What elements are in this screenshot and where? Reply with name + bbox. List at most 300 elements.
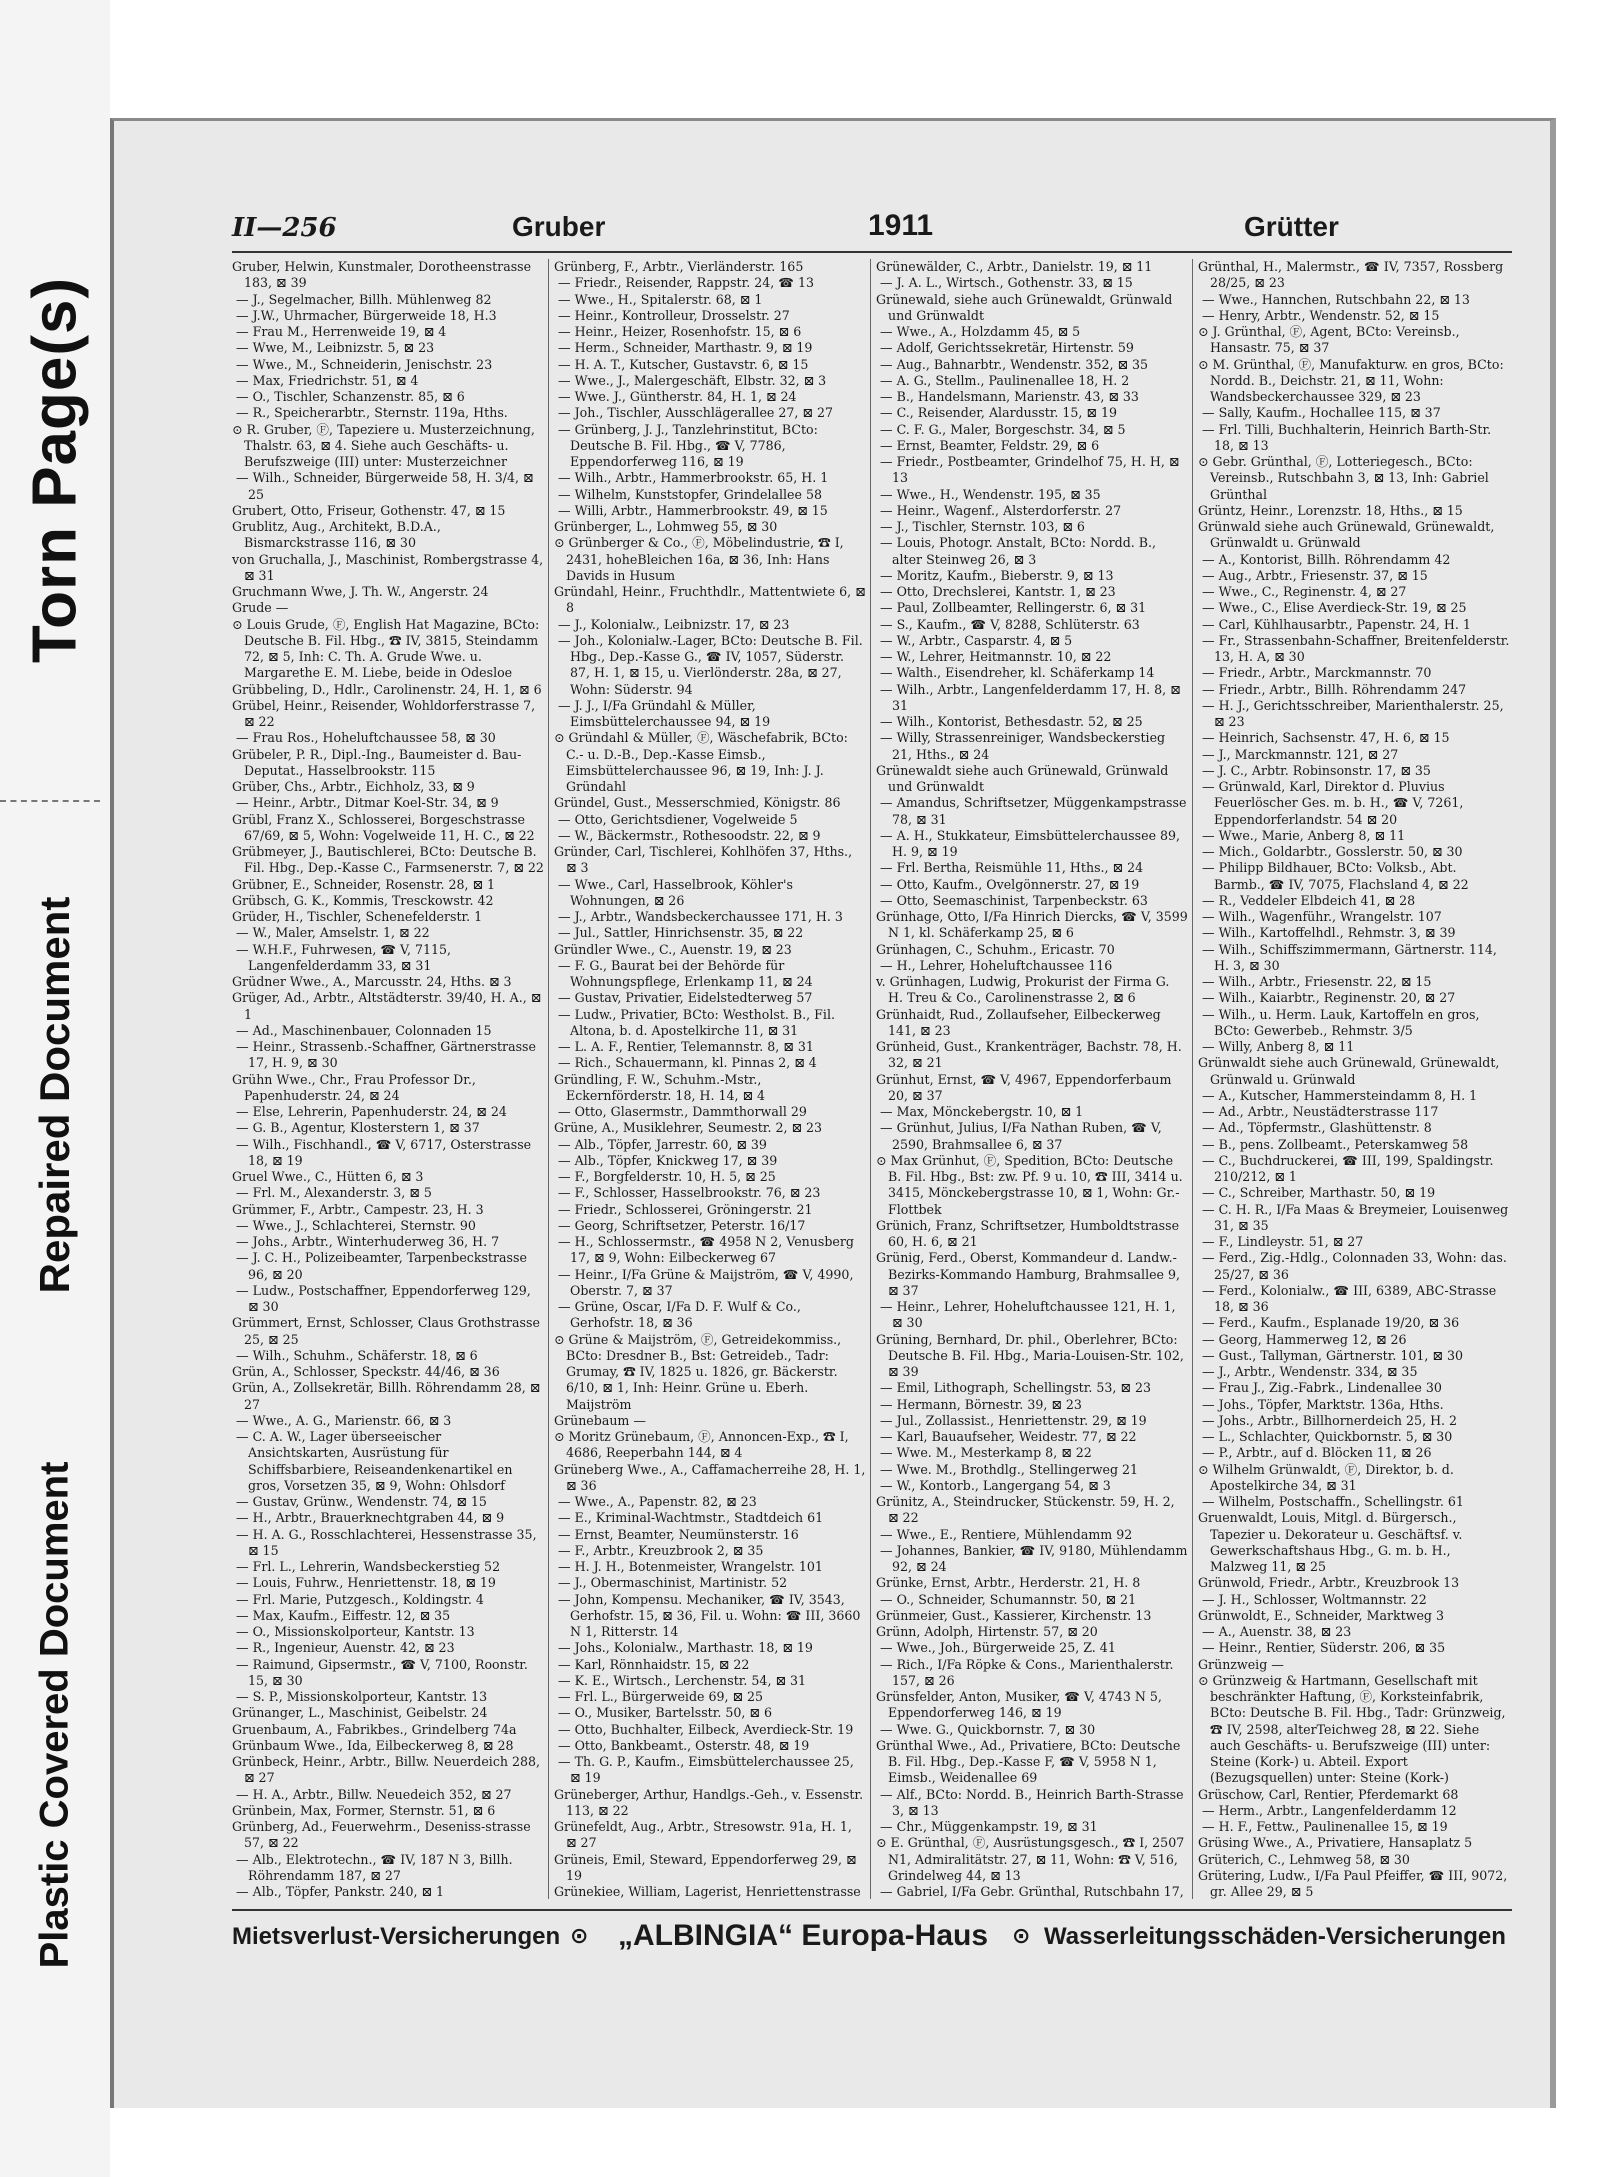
directory-entry: — Wwe. J., Güntherstr. 84, H. 1, ⊠ 24 <box>558 389 797 404</box>
directory-entry: ⊙ Moritz Grünebaum, Ⓕ, Annoncen-Exp., ☎ I, 4686, Reeperbahn 144, ⊠ 4 <box>554 1429 849 1461</box>
directory-entry: — Herm., Schneider, Marthastr. 9, ⊠ 19 <box>558 340 813 356</box>
directory-entry: — Wilh., Fischhandl., ☎ V, 6717, Osterstrasse 18, ⊠ 19 <box>236 1136 532 1168</box>
directory-entry: — Grünberg, J. J., Tanzlehrinstitut, BCto: Deutsche B. Fil. Hbg., ☎ V, 7786, Eppendorferweg 116, ⊠ 19 <box>558 421 818 469</box>
directory-entry: — Wilh., Schuhm., Schäferstr. 18, ⊠ 6 <box>236 1347 478 1363</box>
directory-entry: Grünke, Ernst, Arbtr., Herderstr. 21, H. 8 <box>876 1575 1141 1591</box>
directory-entry: — W.H.F., Fuhrwesen, ☎ V, 7115, Langenfelderdamm 33, ⊠ 31 <box>236 941 452 973</box>
directory-entry: — Ad., Töpfermstr., Glashüttenstr. 8 <box>1202 1120 1432 1136</box>
directory-entry: ⊙ Gründahl & Müller, Ⓕ, Wäschefabrik, BCto: C.- u. D.-B., Dep.-Kasse Eimsb., Eimsbüttelerchaussee 96, ⊠ 19, Inh: J. J. Gründahl <box>554 730 848 794</box>
directory-entry: — Max, Friedrichstr. 51, ⊠ 4 <box>236 372 419 388</box>
directory-entry: — Max, Mönckebergstr. 10, ⊠ 1 <box>880 1104 1084 1119</box>
directory-entry: — Th. G. P., Kaufm., Eimsbüttelerchaussee 25, ⊠ 19 <box>558 1754 854 1786</box>
directory-entry: Grünzweig — <box>1198 1656 1284 1672</box>
directory-entry: — Carl, Kühlhausarbtr., Papenstr. 24, H. 1 <box>1202 616 1471 632</box>
directory-entry: — J. J., I/Fa Gründahl & Müller, Eimsbüttelerchaussee 94, ⊠ 19 <box>558 697 771 729</box>
directory-entry: — Louis, Fuhrw., Henriettenstr. 18, ⊠ 19 <box>236 1575 496 1591</box>
footer-bullet: ⊙ <box>1012 1923 1031 1948</box>
directory-entry: — Johs., Töpfer, Marktstr. 136a, Hths. <box>1202 1396 1444 1412</box>
directory-entry: — J. C. H., Polizeibeamter, Tarpenbeckstrasse 96, ⊠ 20 <box>236 1250 527 1282</box>
directory-entry: Grübl, Franz X., Schlosserei, Borgeschstrasse 67/69, ⊠ 5, Wohn: Vogelweide 11, H. C., ⊠ 22 <box>232 811 535 843</box>
year-heading: 1911 <box>868 209 934 242</box>
directory-entry: Grünwold, Friedr., Arbtr., Kreuzbrook 13 <box>1198 1575 1460 1591</box>
directory-entry: Grümmer, F., Arbtr., Campestr. 23, H. 3 <box>232 1201 484 1217</box>
directory-entry: — Gust., Tallyman, Gärtnerstr. 101, ⊠ 30 <box>1202 1347 1463 1363</box>
directory-entry: — R., Ingenieur, Auenstr. 42, ⊠ 23 <box>236 1640 455 1656</box>
directory-entry: — Philipp Bildhauer, BCto: Volksb., Abt. Barmb., ☎ IV, 7075, Flachsland 4, ⊠ 22 <box>1202 860 1469 892</box>
directory-entry: Gründahl, Heinr., Fruchthdlr., Mattentwiete 6, ⊠ 8 <box>554 584 866 616</box>
directory-entry: Grübner, E., Schneider, Rosenstr. 28, ⊠ 1 <box>232 876 496 892</box>
directory-entry: ⊙ Louis Grude, Ⓕ, English Hat Magazine, BCto: Deutsche B. Fil. Hbg., ☎ IV, 3815, Steindamm 72, ⊠ 5, Inh: C. Th. A. Grude Wwe. u. Margarethe E. M. Liebe, beide in Odesloe <box>232 616 540 681</box>
directory-entry: — Fr., Strassenbahn-Schaffner, Breitenfelderstr. 13, H. A, ⊠ 30 <box>1202 632 1510 664</box>
directory-entry: — J.W., Uhrmacher, Bürgerweide 18, H.3 <box>236 307 497 323</box>
footer-middle-ad: „ALBINGIA“ Europa-Haus <box>618 1919 989 1952</box>
directory-entry: — O., Musiker, Bartelsstr. 50, ⊠ 6 <box>558 1705 772 1721</box>
directory-entry: Grünhut, Ernst, ☎ V, 4967, Eppendorferbaum 20, ⊠ 37 <box>876 1071 1172 1103</box>
directory-entry: — Frl. Marie, Putzgesch., Koldingstr. 4 <box>236 1591 484 1607</box>
directory-entry: — Karl, Bauaufseher, Weidestr. 77, ⊠ 22 <box>880 1429 1137 1444</box>
directory-entry: — Alb., Elektrotechn., ☎ IV, 187 N 3, Billh. Röhrendamm 187, ⊠ 27 <box>236 1851 513 1883</box>
directory-entry: — Gustav, Privatier, Eidelstedterweg 57 <box>558 990 813 1006</box>
directory-entry: — F. G., Baurat bei der Behörde für Wohnungspflege, Erlenkamp 11, ⊠ 24 <box>558 957 813 989</box>
directory-entry: — J., Segelmacher, Billh. Mühlenweg 82 <box>236 291 492 307</box>
directory-entry: Grünefeldt, Aug., Arbtr., Stresowstr. 91a, H. 1, ⊠ 27 <box>554 1819 852 1851</box>
directory-entry: — Walth., Eisendreher, kl. Schäferkamp 14 <box>880 665 1155 681</box>
directory-entry: — W., Maler, Amselstr. 1, ⊠ 22 <box>236 925 430 941</box>
directory-entry: — Heinr., Rentier, Süderstr. 206, ⊠ 35 <box>1202 1640 1446 1656</box>
directory-entry: Grüntz, Heinr., Lorenzstr. 18, Hths., ⊠ 15 <box>1198 502 1463 518</box>
directory-entry: — Ludw., Privatier, BCto: Westholst. B., Fil. Altona, b. d. Apostelkirche 11, ⊠ 31 <box>558 1006 835 1038</box>
scanned-page <box>110 118 1556 2108</box>
directory-entry: — Ad., Arbtr., Neustädterstrasse 117 <box>1202 1104 1439 1119</box>
directory-entry: — H. F., Fettw., Paulinenallee 15, ⊠ 19 <box>1202 1819 1448 1834</box>
directory-entry: — Jul., Sattler, Hinrichsenstr. 35, ⊠ 22 <box>558 925 804 941</box>
directory-entry: Grünbein, Max, Former, Sternstr. 51, ⊠ 6 <box>232 1802 496 1818</box>
directory-entry: — Otto, Kaufm., Ovelgönnerstr. 27, ⊠ 19 <box>880 876 1140 892</box>
directory-entry: Grünekiee, William, Lagerist, Henriettenstrasse <box>554 1884 861 1899</box>
directory-entry: Grüterich, C., Lehmweg 58, ⊠ 30 <box>1198 1851 1410 1867</box>
directory-entry: — Wwe., J., Malergeschäft, Elbstr. 32, ⊠ 3 <box>558 372 827 388</box>
directory-entry: — F., Lindleystr. 51, ⊠ 27 <box>1202 1234 1364 1249</box>
directory-entry: Grüneberg Wwe., A., Caffamacherreihe 28, H. 1, ⊠ 36 <box>554 1461 866 1493</box>
directory-entry: Grümmert, Ernst, Schlosser, Claus Grothstrasse 25, ⊠ 25 <box>232 1315 540 1347</box>
directory-entry: — Adolf, Gerichtssekretär, Hirtenstr. 59 <box>880 340 1134 356</box>
directory-entry: — Chr., Müggenkampstr. 19, ⊠ 31 <box>880 1819 1098 1834</box>
directory-entry: Grünberger, L., Lohmweg 55, ⊠ 30 <box>554 519 778 534</box>
directory-entry: — Frl. Tilli, Buchhalterin, Heinrich Barth-Str. 18, ⊠ 13 <box>1202 421 1492 453</box>
directory-entry: — Frl. L., Bürgerweide 69, ⊠ 25 <box>558 1689 764 1704</box>
directory-entry: — H. J. H., Botenmeister, Wrangelstr. 101 <box>558 1559 823 1574</box>
directory-entry: ⊙ Wilhelm Grünwaldt, Ⓕ, Direktor, b. d. Apostelkirche 34, ⊠ 31 <box>1198 1461 1454 1493</box>
directory-entry: — Gabriel, I/Fa Gebr. Grünthal, Rutschbahn 17, <box>880 1884 1184 1899</box>
directory-entry: Grüdner Wwe., A., Marcusstr. 24, Hths. ⊠ 3 <box>232 974 512 989</box>
torn-pages-label: Torn Page(s) <box>20 276 90 664</box>
directory-entry: Gründel, Gust., Messerschmied, Königstr. 86 <box>554 795 841 811</box>
directory-entry: — Joh., Kolonialw.-Lager, BCto: Deutsche B. Fil. Hbg., Dep.-Kasse G., ☎ IV, 1057, Süderstr. 87, H. 1, ⊠ 15, u. Vierlönderstr. 28a, ⊠ 27, Wohn: Süderstr. 94 <box>558 632 863 697</box>
directory-entry: — Wwe. M., Mesterkamp 8, ⊠ 22 <box>880 1445 1092 1461</box>
directory-entry: — Georg, Schriftsetzer, Peterstr. 16/17 <box>558 1217 806 1233</box>
directory-entry: ⊙ M. Grünthal, Ⓕ, Manufakturw. en gros, BCto: Nordd. B., Deichstr. 21, ⊠ 11, Wohn: Wandsbeckerchaussee 329, ⊠ 23 <box>1198 356 1504 404</box>
directory-entry: — C., Reisender, Alardusstr. 15, ⊠ 19 <box>880 405 1118 421</box>
plastic-covered-label: Plastic Covered Document <box>32 1461 77 1969</box>
dashed-divider <box>0 800 100 802</box>
directory-entry: Grünitz, A., Steindrucker, Stückenstr. 59, H. 2, ⊠ 22 <box>876 1494 1175 1526</box>
directory-entry: — Wwe., J., Schlachterei, Sternstr. 90 <box>236 1217 476 1233</box>
directory-entry: — Grünhut, Julius, I/Fa Nathan Ruben, ☎ V, 2590, Brahmsallee 6, ⊠ 37 <box>880 1120 1162 1152</box>
directory-entry: ⊙ Gebr. Grünthal, Ⓕ, Lotteriegesch., BCto: Vereinsb., Rutschbahn 3, ⊠ 13, Inh: Gabriel Grünthal <box>1198 454 1489 502</box>
directory-entry: Gruber, Helwin, Kunstmaler, Dorotheenstrasse 183, ⊠ 39 <box>232 259 532 291</box>
directory-entry: — O., Tischler, Schanzenstr. 85, ⊠ 6 <box>236 389 465 404</box>
repaired-document-label: Repaired Document <box>31 896 78 1294</box>
directory-entry: Grübeler, P. R., Dipl.-Ing., Baumeister d. Bau-Deputat., Hasselbrookstr. 115 <box>232 746 522 778</box>
directory-entry: — H. A. G., Rosschlachterei, Hessenstrasse 35, ⊠ 15 <box>236 1526 537 1558</box>
directory-entry: — Wwe., A. G., Marienstr. 66, ⊠ 3 <box>236 1412 452 1428</box>
directory-entry: — J. A. L., Wirtsch., Gothenstr. 33, ⊠ 15 <box>880 275 1133 291</box>
directory-entry: — J., Kolonialw., Leibnizstr. 17, ⊠ 23 <box>558 616 790 632</box>
directory-entry: — Friedr., Reisender, Rappstr. 24, ☎ 13 <box>558 275 815 291</box>
directory-entry: von Gruchalla, J., Maschinist, Rombergstrasse 4, ⊠ 31 <box>232 551 544 583</box>
directory-entry: Grude — <box>232 600 289 616</box>
directory-entry: — Wilh., Arbtr., Hammerbrookstr. 65, H. 1 <box>558 470 829 486</box>
directory-entry: — Alb., Töpfer, Pankstr. 240, ⊠ 1 <box>236 1884 445 1899</box>
directory-entry: Grünberg, Ad., Feuerwehrm., Deseniss-strasse 57, ⊠ 22 <box>232 1819 531 1851</box>
directory-entry: — W., Bäckermstr., Rothesoodstr. 22, ⊠ 9 <box>558 827 821 843</box>
directory-entry: — Alb., Töpfer, Jarrestr. 60, ⊠ 39 <box>558 1136 767 1152</box>
directory-entry: — Wwe., C., Reginenstr. 4, ⊠ 27 <box>1202 584 1407 599</box>
directory-entry: ⊙ Grünzweig & Hartmann, Gesellschaft mit beschränkter Haftung, Ⓕ, Korksteinfabrik, BCto: Deutsche B. Fil. Hbg., Tadr: Grünzweig, ☎ IV, 2598, alterTeichweg 28, ⊠ 22. Siehe auch Geschäfts- u. Berufszweige (III) unter: Steine (Kork-) u. Abteil. Export (Bezugsquellen) unter: Steine (Kork-) <box>1198 1672 1506 1786</box>
directory-entry: ⊙ E. Grünthal, Ⓕ, Ausrüstungsgesch., ☎ I, 2507 N1, Admiralitätstr. 27, ⊠ 11, Wohn: ☎ V, 516, Grindelweg 44, ⊠ 13 <box>876 1835 1185 1883</box>
directory-entry: — Wilh., Wagenführ., Wrangelstr. 107 <box>1202 909 1442 924</box>
directory-entry: — Grünwald, Karl, Direktor d. Pluvius Feuerlöscher Ges. m. b. H., ☎ V, 7261, Eppendorferlandstr. 54 ⊠ 20 <box>1202 779 1464 827</box>
directory-entry: Grünewälder, C., Arbtr., Danielstr. 19, ⊠ 11 <box>876 259 1153 274</box>
last-entry-heading: Grütter <box>1244 211 1339 242</box>
directory-entry: — Wilh., Kartoffelhdl., Rehmstr. 3, ⊠ 39 <box>1202 925 1456 941</box>
directory-entry: — B., Handelsmann, Marienstr. 43, ⊠ 33 <box>880 389 1139 404</box>
directory-entry: v. Grünhagen, Ludwig, Prokurist der Firma G. H. Treu & Co., Carolinenstrasse 2, ⊠ 6 <box>876 974 1170 1006</box>
directory-entry: Grünwoldt, E., Schneider, Marktweg 3 <box>1198 1607 1444 1623</box>
directory-entry: — Alb., Töpfer, Knickweg 17, ⊠ 39 <box>558 1152 778 1168</box>
directory-entry: — J., Arbtr., Wandsbeckerchaussee 171, H. 3 <box>558 909 843 924</box>
directory-entry: — Willy, Strassenreiniger, Wandsbeckerstieg 21, Hths., ⊠ 24 <box>880 730 1166 762</box>
directory-entry: — Otto, Drechslerei, Kantstr. 1, ⊠ 23 <box>880 584 1116 599</box>
directory-entry: — Karl, Rönnhaidstr. 15, ⊠ 22 <box>558 1656 750 1672</box>
directory-entry: Gruchmann Wwe, J. Th. W., Angerstr. 24 <box>232 584 489 599</box>
running-header <box>232 203 1512 249</box>
directory-entry: — Wwe., Carl, Hasselbrook, Köhler's Wohnungen, ⊠ 26 <box>558 876 793 908</box>
directory-entry: — Joh., Tischler, Ausschlägerallee 27, ⊠ 27 <box>558 405 833 421</box>
directory-entry: — S. P., Missionskolporteur, Kantstr. 13 <box>236 1689 488 1704</box>
directory-entry: — H., Lehrer, Hoheluftchaussee 116 <box>880 957 1113 973</box>
directory-entry: — Ferd., Kolonialw., ☎ III, 6389, ABC-Strasse 18, ⊠ 36 <box>1202 1282 1497 1314</box>
directory-entry: Grünebaum — <box>554 1412 646 1428</box>
directory-entry: Grünberg, F., Arbtr., Vierländerstr. 165 <box>554 259 804 274</box>
directory-entry: — Max, Kaufm., Eiffestr. 12, ⊠ 35 <box>236 1607 451 1623</box>
directory-entry: — Wilh., Arbtr., Langenfelderdamm 17, H. 8, ⊠ 31 <box>880 681 1181 713</box>
directory-entry: — W., Kontorb., Langergang 54, ⊠ 3 <box>880 1477 1111 1493</box>
side-label-strip <box>0 0 110 2177</box>
directory-entry: — Otto, Gerichtsdiener, Vogelweide 5 <box>558 811 798 827</box>
directory-entry: Grünich, Franz, Schriftsetzer, Humboldtstrasse 60, H. 6, ⊠ 21 <box>876 1217 1180 1249</box>
directory-entry: — J. C., Arbtr. Robinsonstr. 17, ⊠ 35 <box>1202 762 1431 778</box>
directory-entry: Grünwald siehe auch Grünewald, Grünewaldt, Grünwaldt u. Grünwald <box>1198 519 1495 551</box>
directory-entry: Grünwaldt siehe auch Grünewald, Grünewaldt, Grünwald u. Grünwald <box>1198 1055 1500 1087</box>
directory-entry: — O., Schneider, Schumannstr. 50, ⊠ 21 <box>880 1591 1137 1607</box>
column-3 <box>876 259 1188 1899</box>
directory-entry: — Herm., Arbtr., Langenfelderdamm 12 <box>1202 1802 1457 1818</box>
directory-entry: — Ernst, Beamter, Feldstr. 29, ⊠ 6 <box>880 437 1100 453</box>
directory-entry: — A. G., Stellm., Paulinenallee 18, H. 2 <box>880 372 1130 388</box>
directory-entry: — Emil, Lithograph, Schellingstr. 53, ⊠ 23 <box>880 1380 1151 1396</box>
directory-entry: Grübmeyer, J., Bautischlerei, BCto: Deutsche B. Fil. Hbg., Dep.-Kasse C., Farmsenerstr. 7, ⊠ 22 <box>232 844 544 876</box>
directory-entry: — Heinr., I/Fa Grüne & Maijström, ☎ V, 4990, Oberstr. 7, ⊠ 37 <box>558 1266 854 1298</box>
directory-entry: Grüschow, Carl, Rentier, Pferdemarkt 68 <box>1198 1786 1459 1802</box>
directory-entry: — Gustav, Grünw., Wendenstr. 74, ⊠ 15 <box>236 1494 487 1509</box>
footer-left-ad: Mietsverlust-Versicherungen <box>232 1923 561 1950</box>
directory-entry: — Wwe., A., Papenstr. 82, ⊠ 23 <box>558 1494 757 1509</box>
column-divider <box>870 259 871 1899</box>
directory-entry: Grünhagen, C., Schuhm., Ericastr. 70 <box>876 941 1115 957</box>
directory-entry: Grüneis, Emil, Steward, Eppendorferweg 29, ⊠ 19 <box>554 1851 857 1883</box>
directory-entry: — Wwe. M., Brothdlg., Stellingerweg 21 <box>880 1461 1139 1477</box>
directory-entry: Grüning, Bernhard, Dr. phil., Oberlehrer, BCto: Deutsche B. Fil. Hbg., Maria-Louisen-Str. 102, ⊠ 39 <box>876 1331 1184 1379</box>
page-number: II—256 <box>232 213 337 243</box>
directory-entry: — E., Kriminal-Wachtmstr., Stadtdeich 61 <box>558 1510 824 1526</box>
directory-entry: Grüger, Ad., Arbtr., Altstädterstr. 39/40, H. A., ⊠ 1 <box>232 990 542 1022</box>
directory-entry: — Heinr., Arbtr., Ditmar Koel-Str. 34, ⊠ 9 <box>236 795 499 811</box>
directory-entry: — Wwe., C., Elise Averdieck-Str. 19, ⊠ 25 <box>1202 600 1467 616</box>
directory-entry: — Johannes, Bankier, ☎ IV, 9180, Mühlendamm 92, ⊠ 24 <box>880 1542 1188 1574</box>
directory-entry: ⊙ R. Gruber, Ⓕ, Tapeziere u. Musterzeichnung, Thalstr. 63, ⊠ 4. Siehe auch Geschäfts- u. Berufszweige (III) unter: Musterzeichner <box>232 421 535 469</box>
directory-entry: — Ferd., Zig.-Hdlg., Colonnaden 33, Wohn: das. 25/27, ⊠ 36 <box>1202 1250 1507 1282</box>
directory-entry: Grublitz, Aug., Architekt, B.D.A., Bismarckstrasse 116, ⊠ 30 <box>232 519 441 551</box>
directory-entry: — Otto, Seemaschinist, Tarpenbeckstr. 63 <box>880 892 1148 908</box>
directory-entry: — John, Kompensu. Mechaniker, ☎ IV, 3543, Gerhofstr. 15, ⊠ 36, Fil. u. Wohn: ☎ III, 3660 N 1, Ritterstr. 14 <box>558 1591 861 1639</box>
directory-entry: — Frl. M., Alexanderstr. 3, ⊠ 5 <box>236 1185 432 1201</box>
directory-entry: — Heinr., Lehrer, Hoheluftchaussee 121, H. 1, ⊠ 30 <box>880 1299 1176 1331</box>
directory-entry: — F., Borgfelderstr. 10, H. 5, ⊠ 25 <box>558 1169 776 1184</box>
directory-entry: — P., Arbtr., auf d. Blöcken 11, ⊠ 26 <box>1202 1445 1432 1461</box>
directory-entry: Grübsch, G. K., Kommis, Tresckowstr. 42 <box>232 892 494 908</box>
directory-entry: — Mich., Goldarbtr., Gosslerstr. 50, ⊠ 30 <box>1202 844 1463 859</box>
directory-entry: — Friedr., Schlosserei, Gröningerstr. 21 <box>558 1201 813 1217</box>
column-divider <box>548 259 549 1899</box>
directory-entry: — Friedr., Arbtr., Marckmannstr. 70 <box>1202 665 1432 681</box>
directory-entry: Grün, A., Zollsekretär, Billh. Röhrendamm 28, ⊠ 27 <box>232 1380 541 1412</box>
directory-entry: Grünheid, Gust., Krankenträger, Bachstr. 78, H. 32, ⊠ 21 <box>876 1039 1182 1071</box>
directory-entry: — Aug., Arbtr., Friesenstr. 37, ⊠ 15 <box>1202 567 1428 583</box>
directory-entry: — Willi, Arbtr., Hammerbrookstr. 49, ⊠ 15 <box>558 502 828 518</box>
directory-entry: — R., Veddeler Elbdeich 41, ⊠ 28 <box>1202 892 1416 908</box>
directory-entry: — Jul., Zollassist., Henriettenstr. 29, ⊠ 19 <box>880 1412 1147 1428</box>
directory-entry: — F., Arbtr., Kreuzbrook 2, ⊠ 35 <box>558 1542 764 1558</box>
directory-entry: — C. H. R., I/Fa Maas & Breymeier, Louisenweg 31, ⊠ 35 <box>1202 1201 1509 1233</box>
directory-entry: Gründer, Carl, Tischlerei, Kohlhöfen 37, Hths., ⊠ 3 <box>554 844 853 876</box>
directory-entry: Grüsing Wwe., A., Privatiere, Hansaplatz 5 <box>1198 1835 1473 1851</box>
directory-entry: ⊙ Grüne & Maijström, Ⓕ, Getreidekommiss., BCto: Dresdner B., Bst: Getreideb., Tadr: Grumay, ☎ IV, 1825 u. 1826, gr. Bäckerstr. 6/10, ⊠ 1, Inh: Heinr. Grüne u. Eberh. Maijström <box>554 1331 842 1412</box>
directory-entry: — Wwe., H., Spitalerstr. 68, ⊠ 1 <box>558 291 763 307</box>
directory-entry: — Aug., Bahnarbtr., Wendenstr. 352, ⊠ 35 <box>880 356 1149 372</box>
directory-entry: — Georg, Hammerweg 12, ⊠ 26 <box>1202 1331 1407 1347</box>
directory-entry: Gründling, F. W., Schuhm.-Mstr., Eckernförderstr. 18, H. 14, ⊠ 4 <box>554 1071 766 1103</box>
directory-entry: — Ferd., Kaufm., Esplanade 19/20, ⊠ 36 <box>1202 1315 1460 1331</box>
directory-entry: — C., Schreiber, Marthastr. 50, ⊠ 19 <box>1202 1185 1436 1201</box>
directory-entry: — Ad., Maschinenbauer, Colonnaden 15 <box>236 1022 492 1038</box>
directory-entry: — Wilhelm, Postschaffn., Schellingstr. 61 <box>1202 1494 1464 1509</box>
directory-entry: Gründler Wwe., C., Auenstr. 19, ⊠ 23 <box>554 941 792 957</box>
directory-entry: ⊙ J. Grünthal, Ⓕ, Agent, BCto: Vereinsb., Hansastr. 75, ⊠ 37 <box>1198 324 1460 356</box>
directory-entry: Grübel, Heinr., Reisender, Wohldorferstrasse 7, ⊠ 22 <box>232 697 536 729</box>
directory-entry: — Frau Ros., Hoheluftchaussee 58, ⊠ 30 <box>236 730 496 746</box>
directory-entry: Grünmeier, Gust., Kassierer, Kirchenstr. 13 <box>876 1607 1152 1623</box>
directory-entry: Grünn, Adolph, Hirtenstr. 57, ⊠ 20 <box>876 1624 1098 1639</box>
directory-entry: — A., Auenstr. 38, ⊠ 23 <box>1202 1624 1352 1639</box>
directory-entry: — Heinr., Wagenf., Alsterdorferstr. 27 <box>880 502 1122 518</box>
directory-entry: — Rich., Schauermann, kl. Pinnas 2, ⊠ 4 <box>558 1055 817 1071</box>
page-content <box>232 203 1512 2103</box>
directory-entry: Grün, A., Schlosser, Speckstr. 44/46, ⊠ 36 <box>232 1364 500 1379</box>
column-4 <box>1198 259 1510 1899</box>
directory-entry: — Amandus, Schriftsetzer, Müggenkampstrasse 78, ⊠ 31 <box>880 795 1187 827</box>
directory-entry: Grünthal Wwe., Ad., Privatiere, BCto: Deutsche B. Fil. Hbg., Dep.-Kasse F, ☎ V, 5958 N 1, Eimsb., Weidenallee 69 <box>876 1737 1181 1786</box>
directory-entry: — C., Buchdruckerei, ☎ III, 199, Spaldingstr. 210/212, ⊠ 1 <box>1202 1152 1494 1184</box>
directory-entry: Grünbaum Wwe., Ida, Eilbeckerweg 8, ⊠ 28 <box>232 1737 514 1753</box>
directory-entry: — O., Missionskolporteur, Kantstr. 13 <box>236 1624 475 1639</box>
directory-entry: — J., Obermaschinist, Martinistr. 52 <box>558 1575 788 1591</box>
directory-entry: — Wwe, M., Leibnizstr. 5, ⊠ 23 <box>236 340 435 356</box>
directory-entry: — Heinr., Kontrolleur, Drosselstr. 27 <box>558 307 790 323</box>
directory-entry: — Wwe., E., Rentiere, Mühlendamm 92 <box>880 1526 1133 1542</box>
directory-entry: — H., Arbtr., Brauerknechtgraben 44, ⊠ 9 <box>236 1510 505 1526</box>
directory-entry: — Wwe., Marie, Anberg 8, ⊠ 11 <box>1202 827 1406 843</box>
directory-entry: — H., Schlossermstr., ☎ 4958 N 2, Venusberg 17, ⊠ 9, Wohn: Eilbeckerweg 67 <box>558 1234 854 1266</box>
directory-entry: — Wwe., Joh., Bürgerweide 25, Z. 41 <box>880 1640 1116 1656</box>
directory-entry: — Wilhelm, Kunststopfer, Grindelallee 58 <box>558 486 822 502</box>
directory-entry: — Frl. L., Lehrerin, Wandsbeckerstieg 52 <box>236 1559 501 1574</box>
directory-entry: — Henry, Arbtr., Wendenstr. 52, ⊠ 15 <box>1202 307 1440 323</box>
directory-entry: — Heinr., Heizer, Rosenhofstr. 15, ⊠ 6 <box>558 324 802 339</box>
directory-entry: — Frl. Bertha, Reismühle 11, Hths., ⊠ 24 <box>880 860 1144 876</box>
directory-entry: — W., Lehrer, Heitmannstr. 10, ⊠ 22 <box>880 649 1112 664</box>
directory-entry: — C. F. G., Maler, Borgeschstr. 34, ⊠ 5 <box>880 421 1126 437</box>
footer-bullet: ⊙ <box>570 1923 589 1948</box>
directory-entry: — Frau J., Zig.-Fabrk., Lindenallee 30 <box>1202 1380 1442 1396</box>
directory-entry: — Hermann, Börnestr. 39, ⊠ 23 <box>880 1396 1082 1412</box>
directory-entry: Grubert, Otto, Friseur, Gothenstr. 47, ⊠ 15 <box>232 502 506 518</box>
column-2 <box>554 259 866 1899</box>
directory-entry: — K. E., Wirtsch., Lerchenstr. 54, ⊠ 31 <box>558 1672 807 1688</box>
directory-entry: — Wilh., u. Herm. Lauk, Kartoffeln en gros, BCto: Gewerbeb., Rehmstr. 3/5 <box>1202 1006 1480 1038</box>
directory-entry: — L., Schlachter, Quickbornstr. 5, ⊠ 30 <box>1202 1429 1453 1444</box>
directory-entry: — Wwe., M., Schneiderin, Jenischstr. 23 <box>236 356 493 372</box>
directory-entry: — J. H., Schlosser, Woltmannstr. 22 <box>1202 1591 1427 1607</box>
directory-entry: Grüneberger, Arthur, Handlgs.-Geh., v. Essenstr. 113, ⊠ 22 <box>554 1786 864 1818</box>
directory-entry: — H. J., Gerichtsschreiber, Marienthalerstr. 25, ⊠ 23 <box>1202 697 1504 729</box>
directory-entry: Grünhaidt, Rud., Zollaufseher, Eilbeckerweg 141, ⊠ 23 <box>876 1006 1161 1038</box>
first-entry-heading: Gruber <box>512 211 606 242</box>
advertisement-footer <box>232 1919 1512 1965</box>
directory-entry: — Johs., Kolonialw., Marthastr. 18, ⊠ 19 <box>558 1640 813 1656</box>
directory-entry: — Alf., BCto: Nordd. B., Heinrich Barth-Strasse 3, ⊠ 13 <box>880 1786 1184 1818</box>
directory-entry: Grüber, Chs., Arbtr., Eichholz, 33, ⊠ 9 <box>232 779 475 794</box>
directory-columns <box>232 259 1512 1899</box>
directory-entry: Grünewald, siehe auch Grünewaldt, Grünwald und Grünwaldt <box>876 291 1173 323</box>
directory-entry: Grühn Wwe., Chr., Frau Professor Dr., Papenhuderstr. 24, ⊠ 24 <box>232 1071 476 1103</box>
directory-entry: Grütering, Ludw., I/Fa Paul Pfeiffer, ☎ III, 9072, gr. Allee 29, ⊠ 5 <box>1198 1867 1508 1899</box>
directory-entry: — Johs., Arbtr., Billhornerdeich 25, H. 2 <box>1202 1412 1458 1428</box>
directory-entry: — A., Kontorist, Billh. Röhrendamm 42 <box>1202 551 1451 567</box>
directory-entry: — J., Arbtr., Wendenstr. 334, ⊠ 35 <box>1202 1364 1418 1379</box>
directory-entry: — Louis, Photogr. Anstalt, BCto: Nordd. B., alter Steinweg 26, ⊠ 3 <box>880 535 1157 567</box>
directory-entry: Gruenbaum, A., Fabrikbes., Grindelberg 74a <box>232 1721 517 1737</box>
directory-entry: — Wwe., A., Holzdamm 45, ⊠ 5 <box>880 324 1081 339</box>
directory-entry: — Paul, Zollbeamter, Rellingerstr. 6, ⊠ 31 <box>880 600 1147 616</box>
directory-entry: Gruenwaldt, Louis, Mitgl. d. Bürgersch., Tapezier u. Dekorateur u. Geschäftsf. v. Gewerkschaftshaus Hbg., G. m. b. H., Malzweg 11, ⊠ 25 <box>1198 1510 1463 1574</box>
directory-entry: — C. A. W., Lager überseeischer Ansichtskarten, Ausrüstung für Schiffsbarbiere, Reiseandenkenartikel en gros, Vorsetzen 35, ⊠ 9, Wohn: Ohlsdorf <box>236 1429 513 1493</box>
directory-entry: — Willy, Anberg 8, ⊠ 11 <box>1202 1039 1355 1054</box>
directory-entry: — Rich., I/Fa Röpke & Cons., Marienthalerstr. 157, ⊠ 26 <box>880 1656 1174 1688</box>
directory-entry: — F., Schlosser, Hasselbrookstr. 76, ⊠ 23 <box>558 1185 821 1201</box>
directory-entry: — Wwe. G., Quickbornstr. 7, ⊠ 30 <box>880 1721 1096 1737</box>
directory-entry: Grünanger, L., Maschinist, Geibelstr. 24 <box>232 1705 488 1721</box>
directory-entry: — Heinrich, Sachsenstr. 47, H. 6, ⊠ 15 <box>1202 730 1450 746</box>
directory-entry: — Otto, Glasermstr., Dammthorwall 29 <box>558 1104 807 1119</box>
directory-entry: Grünsfelder, Anton, Musiker, ☎ V, 4743 N 5, Eppendorferweg 146, ⊠ 19 <box>876 1689 1162 1721</box>
directory-entry: — Grüne, Oscar, I/Fa D. F. Wulf & Co., Gerhofstr. 18, ⊠ 36 <box>558 1299 801 1331</box>
directory-entry: — Otto, Bankbeamt., Osterstr. 48, ⊠ 19 <box>558 1737 810 1753</box>
directory-entry: — Wilh., Schiffszimmermann, Gärtnerstr. 114, H. 3, ⊠ 30 <box>1202 941 1497 973</box>
directory-entry: — Wilh., Arbtr., Friesenstr. 22, ⊠ 15 <box>1202 974 1432 989</box>
directory-entry: — L. A. F., Rentier, Telemannstr. 8, ⊠ 31 <box>558 1039 814 1054</box>
directory-entry: — Wwe., Hannchen, Rutschbahn 22, ⊠ 13 <box>1202 291 1470 307</box>
directory-entry: — Otto, Buchhalter, Eilbeck, Averdieck-Str. 19 <box>558 1721 854 1737</box>
directory-entry: — Wilh., Kontorist, Bethesdastr. 52, ⊠ 25 <box>880 714 1143 729</box>
directory-entry: — W., Arbtr., Casparstr. 4, ⊠ 5 <box>880 632 1073 648</box>
directory-entry: Gruel Wwe., C., Hütten 6, ⊠ 3 <box>232 1169 424 1184</box>
directory-entry: — B., pens. Zollbeamt., Peterskamweg 58 <box>1202 1136 1469 1152</box>
directory-entry: — Wilh., Schneider, Bürgerweide 58, H. 3/4, ⊠ 25 <box>236 470 534 502</box>
directory-entry: — Sally, Kaufm., Hochallee 115, ⊠ 37 <box>1202 405 1441 421</box>
header-rule <box>232 251 1512 253</box>
directory-entry: — Frau M., Herrenweide 19, ⊠ 4 <box>236 324 447 339</box>
directory-entry: — J., Tischler, Sternstr. 103, ⊠ 6 <box>880 519 1085 534</box>
directory-entry: — Ernst, Beamter, Neumünsterstr. 16 <box>558 1526 799 1542</box>
directory-entry: — R., Speicherarbtr., Sternstr. 119a, Hths. <box>236 405 508 421</box>
directory-entry: Grünthal, H., Malermstr., ☎ IV, 7357, Rossberg 28/25, ⊠ 23 <box>1198 259 1504 291</box>
directory-entry: Grünewaldt siehe auch Grünewald, Grünwald und Grünwaldt <box>876 762 1169 794</box>
directory-entry: — Wwe., H., Wendenstr. 195, ⊠ 35 <box>880 486 1101 502</box>
directory-entry: — A. H., Stukkateur, Eimsbüttelerchaussee 89, H. 9, ⊠ 19 <box>880 827 1181 859</box>
directory-entry: — Friedr., Arbtr., Billh. Röhrendamm 247 <box>1202 681 1467 697</box>
directory-entry: — Heinr., Strassenb.-Schaffner, Gärtnerstrasse 17, H. 9, ⊠ 30 <box>236 1039 536 1071</box>
directory-entry: ⊙ Max Grünhut, Ⓕ, Spedition, BCto: Deutsche B. Fil. Hbg., Bst: zw. Pf. 9 u. 10, ☎ III, 3414 u. 3415, Mönckebergstrasse 10, ⊠ 1, Wohn: Gr.-Flottbek <box>876 1152 1183 1217</box>
directory-entry: Grüne, A., Musiklehrer, Seumestr. 2, ⊠ 23 <box>554 1120 823 1136</box>
directory-entry: — J., Marckmannstr. 121, ⊠ 27 <box>1202 746 1399 762</box>
directory-entry: — G. B., Agentur, Klosterstern 1, ⊠ 37 <box>236 1120 480 1136</box>
directory-entry: Grüder, H., Tischler, Schenefelderstr. 1 <box>232 909 483 924</box>
directory-entry: Grünig, Ferd., Oberst, Kommandeur d. Landw.-Bezirks-Kommando Hamburg, Brahmsallee 9, ⊠ 37 <box>876 1250 1181 1298</box>
directory-entry: — Friedr., Postbeamter, Grindelhof 75, H. H, ⊠ 13 <box>880 454 1180 486</box>
directory-entry: — Ludw., Postschaffner, Eppendorferweg 129, ⊠ 30 <box>236 1282 531 1314</box>
directory-entry: — H. A., Arbtr., Billw. Neuedeich 352, ⊠ 27 <box>236 1786 512 1802</box>
directory-entry: — Raimund, Gipsermstr., ☎ V, 7100, Roonstr. 15, ⊠ 30 <box>236 1656 528 1688</box>
directory-entry: Grübbeling, D., Hdlr., Carolinenstr. 24, H. 1, ⊠ 6 <box>232 681 542 697</box>
directory-entry: — H. A. T., Kutscher, Gustavstr. 6, ⊠ 15 <box>558 356 809 372</box>
footer-rule <box>232 1909 1512 1911</box>
directory-entry: — A., Kutscher, Hammersteindamm 8, H. 1 <box>1202 1087 1478 1103</box>
column-1 <box>232 259 544 1899</box>
column-divider <box>1192 259 1193 1899</box>
directory-entry: — S., Kaufm., ☎ V, 8288, Schlüterstr. 63 <box>880 616 1140 632</box>
footer-right-ad: Wasserleitungsschäden-Versicherungen <box>1044 1923 1506 1950</box>
